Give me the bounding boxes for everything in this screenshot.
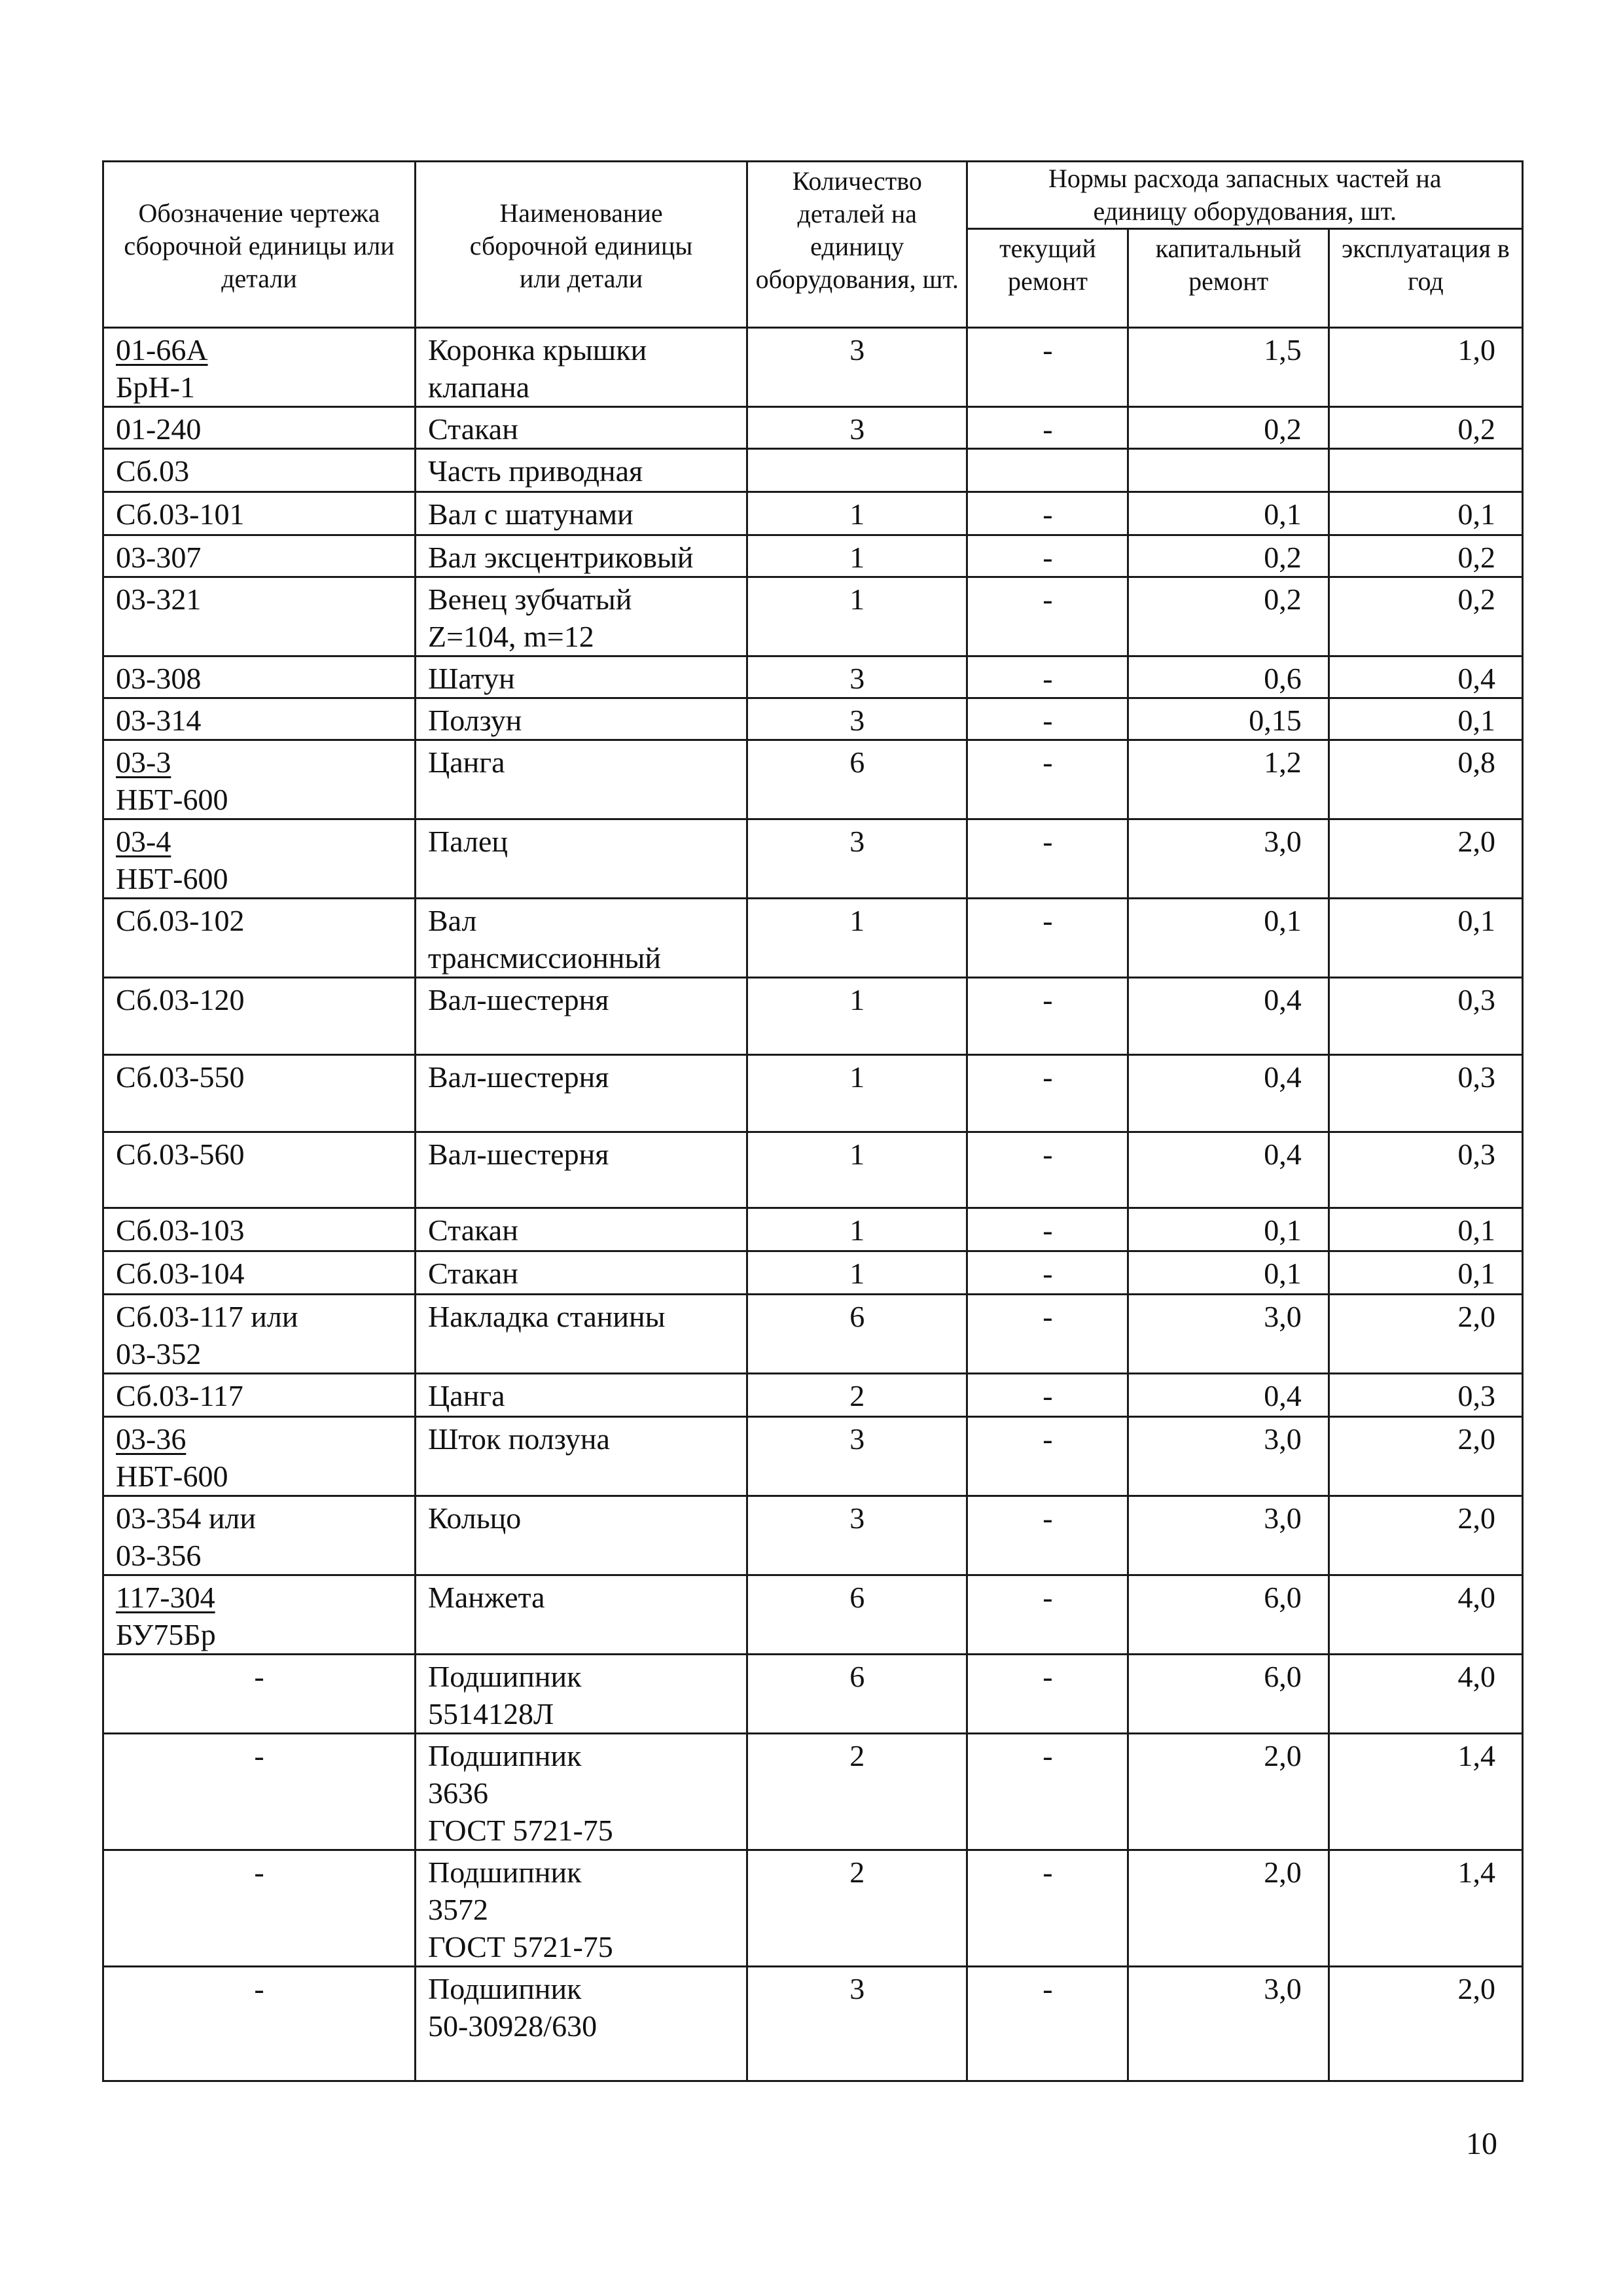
table-row bbox=[103, 1055, 1523, 1132]
cell-current-repair: - bbox=[967, 1208, 1128, 1251]
table-row bbox=[103, 819, 1523, 899]
cell-current-repair: - bbox=[967, 978, 1128, 1055]
header-capital-repair: капитальный ремонт bbox=[1128, 229, 1329, 328]
cell-name: Кольцо bbox=[415, 1496, 747, 1575]
cell-capital-repair: 3,0 bbox=[1128, 1417, 1329, 1496]
header-code: Обозначение чертежа сборочной единицы или детали bbox=[103, 162, 416, 328]
cell-operation-year: 0,1 bbox=[1329, 1208, 1522, 1251]
cell-name: Стакан bbox=[415, 1251, 747, 1295]
cell-current-repair: - bbox=[967, 1496, 1128, 1575]
cell-capital-repair: 0,2 bbox=[1128, 407, 1329, 449]
cell-code: Сб.03 bbox=[103, 449, 416, 492]
cell-current-repair bbox=[967, 449, 1128, 492]
cell-operation-year: 0,2 bbox=[1329, 577, 1522, 656]
cell-qty: 3 bbox=[747, 407, 967, 449]
cell-current-repair: - bbox=[967, 1295, 1128, 1374]
table-row bbox=[103, 1208, 1523, 1251]
cell-capital-repair: 3,0 bbox=[1128, 1295, 1329, 1374]
cell-current-repair: - bbox=[967, 1251, 1128, 1295]
table-row bbox=[103, 492, 1523, 535]
cell-current-repair: - bbox=[967, 1967, 1128, 2081]
cell-qty: 2 bbox=[747, 1374, 967, 1417]
cell-qty: 3 bbox=[747, 819, 967, 899]
cell-qty: 1 bbox=[747, 535, 967, 577]
header-name: Наименование сборочной единицы или детали bbox=[415, 162, 747, 328]
cell-qty: 3 bbox=[747, 1417, 967, 1496]
cell-name: Манжета bbox=[415, 1575, 747, 1655]
cell-operation-year: 0,3 bbox=[1329, 1132, 1522, 1208]
cell-name: Подшипник 3636 ГОСТ 5721-75 bbox=[415, 1734, 747, 1850]
cell-code: 01-240 bbox=[103, 407, 416, 449]
cell-qty: 1 bbox=[747, 1208, 967, 1251]
cell-qty: 1 bbox=[747, 899, 967, 978]
cell-name: Вал эксцентриковый bbox=[415, 535, 747, 577]
cell-operation-year: 0,3 bbox=[1329, 978, 1522, 1055]
cell-qty: 6 bbox=[747, 1575, 967, 1655]
cell-current-repair: - bbox=[967, 577, 1128, 656]
cell-capital-repair: 1,2 bbox=[1128, 740, 1329, 819]
cell-capital-repair: 1,5 bbox=[1128, 328, 1329, 407]
table-row bbox=[103, 1295, 1523, 1374]
cell-name: Часть приводная bbox=[415, 449, 747, 492]
cell-current-repair: - bbox=[967, 819, 1128, 899]
cell-name: Цанга bbox=[415, 1374, 747, 1417]
cell-capital-repair: 6,0 bbox=[1128, 1655, 1329, 1734]
cell-name: Накладка станины bbox=[415, 1295, 747, 1374]
cell-code: Сб.03-560 bbox=[103, 1132, 416, 1208]
cell-operation-year: 0,1 bbox=[1329, 899, 1522, 978]
cell-code: Сб.03-102 bbox=[103, 899, 416, 978]
cell-operation-year: 2,0 bbox=[1329, 1967, 1522, 2081]
cell-operation-year: 0,2 bbox=[1329, 407, 1522, 449]
cell-operation-year: 2,0 bbox=[1329, 1295, 1522, 1374]
table-row bbox=[103, 1417, 1523, 1496]
cell-code: 03-307 bbox=[103, 535, 416, 577]
cell-capital-repair bbox=[1128, 449, 1329, 492]
cell-qty: 3 bbox=[747, 698, 967, 740]
cell-code: 03-3 НБТ-600 bbox=[103, 740, 416, 819]
cell-current-repair: - bbox=[967, 328, 1128, 407]
cell-capital-repair: 0,1 bbox=[1128, 899, 1329, 978]
cell-operation-year: 0,8 bbox=[1329, 740, 1522, 819]
table-row bbox=[103, 328, 1523, 407]
cell-current-repair: - bbox=[967, 492, 1128, 535]
cell-code: Сб.03-120 bbox=[103, 978, 416, 1055]
cell-operation-year bbox=[1329, 449, 1522, 492]
table-row bbox=[103, 1967, 1523, 2081]
cell-code: Сб.03-550 bbox=[103, 1055, 416, 1132]
cell-code: - bbox=[103, 1655, 416, 1734]
cell-operation-year: 1,4 bbox=[1329, 1734, 1522, 1850]
cell-qty: 3 bbox=[747, 1967, 967, 2081]
table-row bbox=[103, 1374, 1523, 1417]
cell-current-repair: - bbox=[967, 698, 1128, 740]
cell-operation-year: 0,1 bbox=[1329, 698, 1522, 740]
cell-current-repair: - bbox=[967, 407, 1128, 449]
cell-code: 03-354 или 03-356 bbox=[103, 1496, 416, 1575]
header-operation-year: эксплуатация в год bbox=[1329, 229, 1522, 328]
cell-capital-repair: 0,15 bbox=[1128, 698, 1329, 740]
cell-qty: 2 bbox=[747, 1734, 967, 1850]
table-row bbox=[103, 449, 1523, 492]
cell-name: Вал-шестерня bbox=[415, 1132, 747, 1208]
cell-qty: 3 bbox=[747, 328, 967, 407]
table-row bbox=[103, 1734, 1523, 1850]
cell-code: 03-308 bbox=[103, 656, 416, 698]
cell-capital-repair: 0,4 bbox=[1128, 1132, 1329, 1208]
table-row bbox=[103, 1655, 1523, 1734]
cell-capital-repair: 2,0 bbox=[1128, 1850, 1329, 1967]
table-row bbox=[103, 1132, 1523, 1208]
cell-name: Ползун bbox=[415, 698, 747, 740]
table-row bbox=[103, 899, 1523, 978]
cell-code: Сб.03-103 bbox=[103, 1208, 416, 1251]
cell-operation-year: 0,4 bbox=[1329, 656, 1522, 698]
cell-code: 03-4 НБТ-600 bbox=[103, 819, 416, 899]
cell-code: 01-66А БрН-1 bbox=[103, 328, 416, 407]
cell-operation-year: 2,0 bbox=[1329, 819, 1522, 899]
table-row bbox=[103, 698, 1523, 740]
cell-operation-year: 4,0 bbox=[1329, 1575, 1522, 1655]
cell-code: Сб.03-117 bbox=[103, 1374, 416, 1417]
cell-capital-repair: 0,6 bbox=[1128, 656, 1329, 698]
cell-qty: 1 bbox=[747, 492, 967, 535]
cell-name: Вал с шатунами bbox=[415, 492, 747, 535]
cell-capital-repair: 0,2 bbox=[1128, 535, 1329, 577]
table-row bbox=[103, 535, 1523, 577]
cell-code: Сб.03-117 или 03-352 bbox=[103, 1295, 416, 1374]
cell-operation-year: 1,4 bbox=[1329, 1850, 1522, 1967]
cell-qty: 2 bbox=[747, 1850, 967, 1967]
cell-name: Шток ползуна bbox=[415, 1417, 747, 1496]
table-row bbox=[103, 1251, 1523, 1295]
cell-current-repair: - bbox=[967, 535, 1128, 577]
cell-name: Венец зубчатый Z=104, m=12 bbox=[415, 577, 747, 656]
cell-current-repair: - bbox=[967, 1055, 1128, 1132]
cell-name: Вал-шестерня bbox=[415, 1055, 747, 1132]
header-current-repair: текущий ремонт bbox=[967, 229, 1128, 328]
cell-code: - bbox=[103, 1967, 416, 2081]
table-body bbox=[103, 328, 1523, 2081]
cell-capital-repair: 0,1 bbox=[1128, 492, 1329, 535]
cell-code: 03-321 bbox=[103, 577, 416, 656]
table-row bbox=[103, 740, 1523, 819]
cell-capital-repair: 0,4 bbox=[1128, 978, 1329, 1055]
cell-qty: 3 bbox=[747, 656, 967, 698]
cell-operation-year: 0,3 bbox=[1329, 1374, 1522, 1417]
cell-qty: 1 bbox=[747, 1055, 967, 1132]
table-row bbox=[103, 656, 1523, 698]
cell-operation-year: 1,0 bbox=[1329, 328, 1522, 407]
cell-current-repair: - bbox=[967, 1374, 1128, 1417]
cell-capital-repair: 3,0 bbox=[1128, 1496, 1329, 1575]
cell-capital-repair: 0,4 bbox=[1128, 1055, 1329, 1132]
cell-qty: 1 bbox=[747, 577, 967, 656]
cell-qty: 6 bbox=[747, 1655, 967, 1734]
cell-operation-year: 2,0 bbox=[1329, 1417, 1522, 1496]
table-row bbox=[103, 1496, 1523, 1575]
cell-code: 117-304 БУ75Бр bbox=[103, 1575, 416, 1655]
page-number: 10 bbox=[1466, 2126, 1497, 2161]
cell-operation-year: 2,0 bbox=[1329, 1496, 1522, 1575]
cell-operation-year: 0,2 bbox=[1329, 535, 1522, 577]
cell-name: Коронка крышки клапана bbox=[415, 328, 747, 407]
cell-capital-repair: 0,1 bbox=[1128, 1251, 1329, 1295]
header-norms: Нормы расхода запасных частей на единицу оборудования, шт. bbox=[967, 162, 1523, 229]
cell-name: Цанга bbox=[415, 740, 747, 819]
cell-operation-year: 0,3 bbox=[1329, 1055, 1522, 1132]
table-row bbox=[103, 978, 1523, 1055]
cell-current-repair: - bbox=[967, 656, 1128, 698]
table-row bbox=[103, 1850, 1523, 1967]
cell-code: Сб.03-101 bbox=[103, 492, 416, 535]
cell-capital-repair: 3,0 bbox=[1128, 819, 1329, 899]
cell-name: Подшипник 5514128Л bbox=[415, 1655, 747, 1734]
cell-name: Стакан bbox=[415, 1208, 747, 1251]
cell-capital-repair: 2,0 bbox=[1128, 1734, 1329, 1850]
cell-operation-year: 0,1 bbox=[1329, 492, 1522, 535]
cell-code: 03-36 НБТ-600 bbox=[103, 1417, 416, 1496]
cell-capital-repair: 0,1 bbox=[1128, 1208, 1329, 1251]
cell-name: Подшипник 50-30928/630 bbox=[415, 1967, 747, 2081]
cell-current-repair: - bbox=[967, 1132, 1128, 1208]
cell-code: - bbox=[103, 1734, 416, 1850]
cell-name: Стакан bbox=[415, 407, 747, 449]
cell-current-repair: - bbox=[967, 1850, 1128, 1967]
cell-qty bbox=[747, 449, 967, 492]
table-row bbox=[103, 577, 1523, 656]
cell-qty: 1 bbox=[747, 1251, 967, 1295]
cell-qty: 6 bbox=[747, 740, 967, 819]
spare-parts-table bbox=[102, 160, 1524, 2082]
cell-name: Вал-шестерня bbox=[415, 978, 747, 1055]
cell-code: Сб.03-104 bbox=[103, 1251, 416, 1295]
cell-name: Подшипник 3572 ГОСТ 5721-75 bbox=[415, 1850, 747, 1967]
table-row bbox=[103, 1575, 1523, 1655]
cell-qty: 3 bbox=[747, 1496, 967, 1575]
header-qty: Количество деталей на единицу оборудования, шт. bbox=[747, 162, 967, 328]
cell-qty: 1 bbox=[747, 978, 967, 1055]
cell-name: Шатун bbox=[415, 656, 747, 698]
cell-capital-repair: 0,4 bbox=[1128, 1374, 1329, 1417]
cell-capital-repair: 3,0 bbox=[1128, 1967, 1329, 2081]
table-row bbox=[103, 407, 1523, 449]
cell-current-repair: - bbox=[967, 740, 1128, 819]
cell-current-repair: - bbox=[967, 1417, 1128, 1496]
cell-current-repair: - bbox=[967, 1575, 1128, 1655]
cell-code: 03-314 bbox=[103, 698, 416, 740]
cell-qty: 6 bbox=[747, 1295, 967, 1374]
cell-current-repair: - bbox=[967, 1655, 1128, 1734]
cell-current-repair: - bbox=[967, 1734, 1128, 1850]
cell-name: Палец bbox=[415, 819, 747, 899]
cell-current-repair: - bbox=[967, 899, 1128, 978]
cell-operation-year: 0,1 bbox=[1329, 1251, 1522, 1295]
cell-capital-repair: 6,0 bbox=[1128, 1575, 1329, 1655]
cell-qty: 1 bbox=[747, 1132, 967, 1208]
cell-capital-repair: 0,2 bbox=[1128, 577, 1329, 656]
cell-code: - bbox=[103, 1850, 416, 1967]
cell-name: Вал трансмиссионный bbox=[415, 899, 747, 978]
cell-operation-year: 4,0 bbox=[1329, 1655, 1522, 1734]
